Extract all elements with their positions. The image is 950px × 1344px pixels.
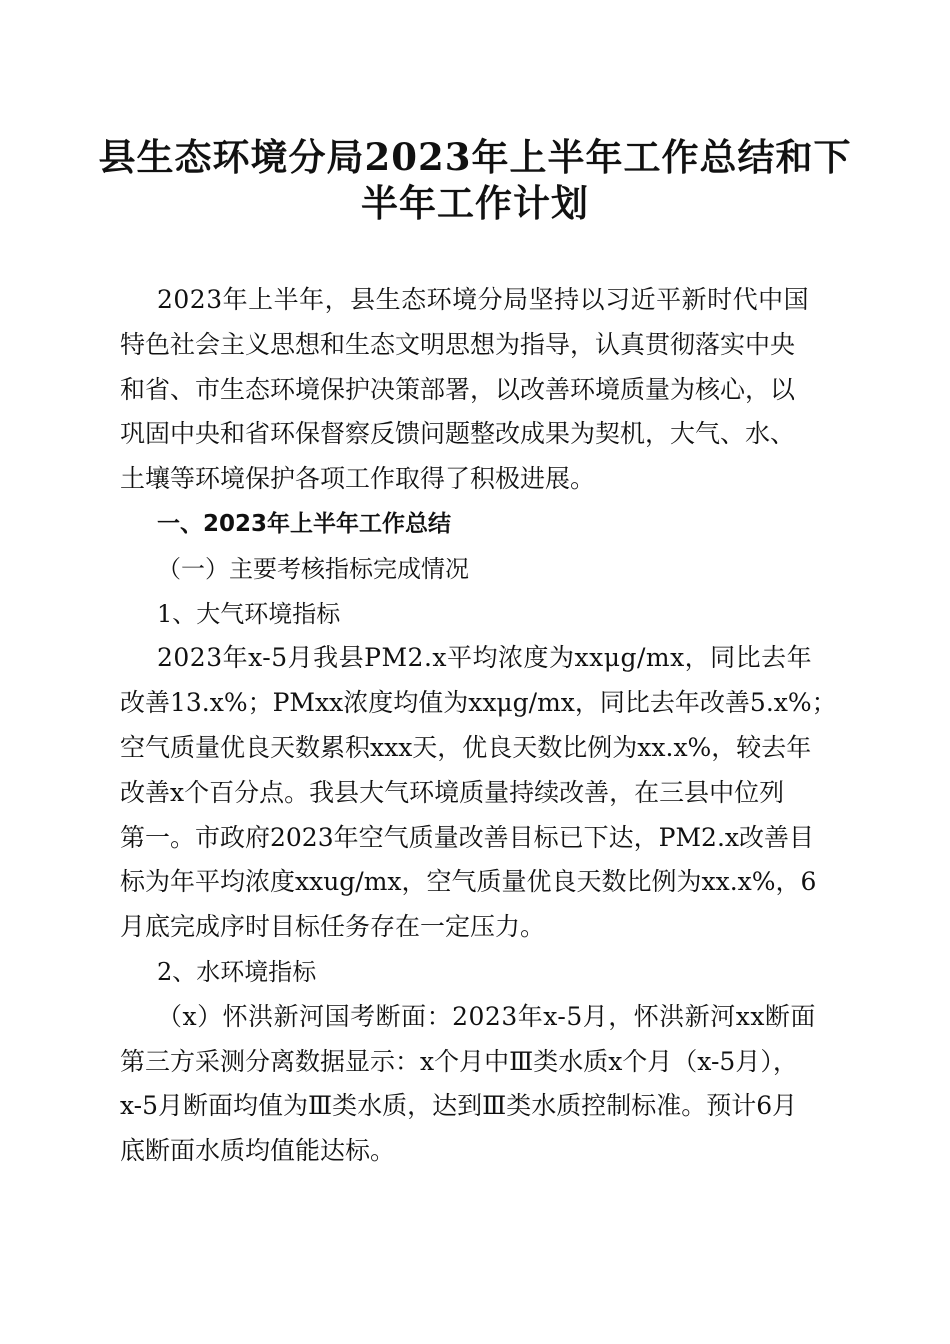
title-line: 县生态环境分局2023年上半年工作总结和下	[98, 135, 852, 179]
air-line: 改善x个百分点。我县大气环境质量持续改善，在三县中位列	[120, 777, 785, 807]
air-paragraph	[120, 636, 840, 681]
intro-line: 特色社会主义思想和生态文明思想为指导，认真贯彻落实中央	[120, 329, 796, 359]
water-line: x-5月断面均值为Ⅲ类水质，达到Ⅲ类水质控制标准。预计6月	[120, 1091, 798, 1121]
intro-line: 巩固中央和省环保督察反馈问题整改成果为契机，大气、水、	[120, 419, 796, 449]
air-line: 第一。市政府2023年空气质量改善目标已下达，PM2.x改善目	[120, 822, 814, 852]
air-line: 月底完成序时目标任务存在一定压力。	[120, 912, 546, 942]
air-line: 2023年x-5月我县PM2.x平均浓度为xxμg/mx，同比去年	[157, 643, 813, 673]
title-line: 半年工作计划	[361, 181, 589, 225]
water-line: 底断面水质均值能达标。	[120, 1136, 396, 1166]
air-paragraph-continued	[120, 681, 840, 950]
document-title	[60, 134, 890, 226]
item-heading-air: 1、大气环境指标	[157, 599, 341, 628]
intro-line: 和省、市生态环境保护决策部署，以改善环境质量为核心，以	[120, 374, 796, 404]
water-paragraph-continued	[120, 1040, 840, 1174]
intro-line: 土壤等环境保护各项工作取得了积极进展。	[120, 464, 596, 494]
document-body	[120, 278, 840, 1174]
intro-paragraph-continued	[120, 323, 840, 502]
intro-paragraph	[120, 278, 840, 323]
intro-line: 2023年上半年，县生态环境分局坚持以习近平新时代中国	[157, 285, 810, 314]
item-heading-water: 2、水环境指标	[157, 957, 317, 986]
air-line: 空气质量优良天数累积xxx天，优良天数比例为xx.x%，较去年	[120, 732, 812, 762]
subsection-heading: （一）主要考核指标完成情况	[157, 554, 469, 583]
water-paragraph	[120, 995, 840, 1040]
section-heading: 一、2023年上半年工作总结	[157, 510, 452, 537]
air-line: 标为年平均浓度xxug/mx，空气质量优良天数比例为xx.x%，6	[120, 867, 817, 897]
air-line: 改善13.x%；PMxx浓度均值为xxμg/mx，同比去年改善5.x%；	[120, 688, 837, 718]
water-line: （x）怀洪新河国考断面：2023年x-5月，怀洪新河xx断面	[157, 1001, 816, 1031]
water-line: 第三方采测分离数据显示：x个月中Ⅲ类水质x个月（x-5月），	[120, 1046, 798, 1076]
